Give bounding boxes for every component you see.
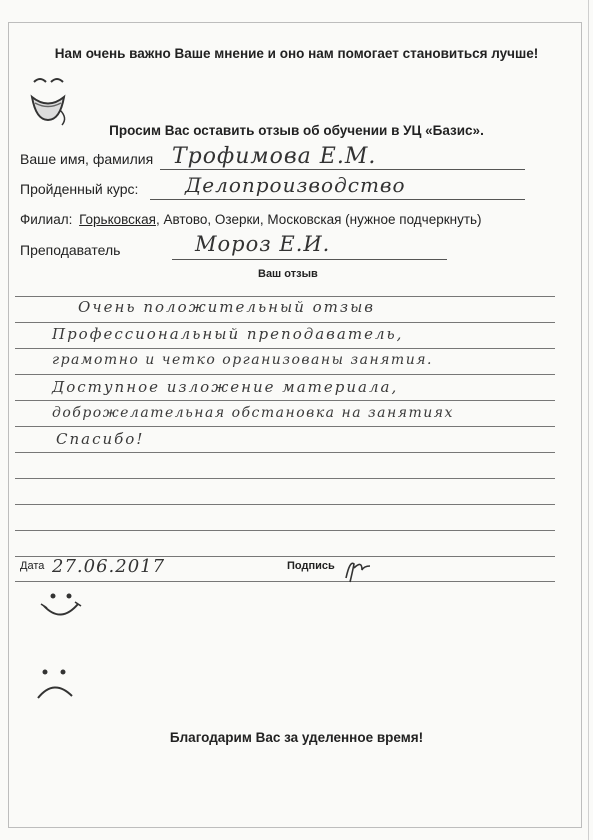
branch-row bbox=[20, 212, 482, 227]
course-label: Пройденный курс: bbox=[20, 181, 139, 197]
branch-options: , Автово, Озерки, Московская (нужное подчеркнуть) bbox=[155, 212, 482, 227]
course-value[interactable]: Делопроизводство bbox=[185, 173, 406, 197]
branch-label: Филиал: bbox=[20, 212, 73, 227]
review-line: Спасибо! bbox=[56, 430, 145, 448]
teacher-label: Преподаватель bbox=[20, 242, 121, 258]
form-header: Нам очень важно Ваше мнение и оно нам помогает становиться лучше! bbox=[54, 46, 539, 61]
name-value[interactable]: Трофимова Е.М. bbox=[172, 144, 377, 169]
date-label: Дата bbox=[20, 560, 45, 572]
name-label: Ваше имя, фамилия bbox=[20, 151, 154, 167]
review-line: доброжелательная обстановка на занятиях bbox=[52, 405, 454, 421]
date-value[interactable]: 27.06.2017 bbox=[52, 556, 166, 577]
date-rule bbox=[15, 581, 555, 582]
course-underline bbox=[150, 199, 525, 200]
happy-smiley-icon bbox=[38, 586, 84, 626]
review-rule bbox=[15, 530, 555, 531]
laughing-smiley-icon bbox=[24, 70, 72, 128]
form-border bbox=[8, 22, 582, 828]
signature-label: Подпись bbox=[287, 560, 335, 572]
review-line: Очень положительный отзыв bbox=[78, 298, 376, 316]
form-subheader: Просим Вас оставить отзыв об обучении в УЦ «Базис». bbox=[109, 123, 484, 138]
review-rule bbox=[15, 400, 555, 401]
name-underline bbox=[160, 169, 525, 170]
review-title: Ваш отзыв bbox=[258, 268, 318, 280]
teacher-value[interactable]: Мороз Е.И. bbox=[195, 232, 331, 256]
review-rule bbox=[15, 426, 555, 427]
signature-image bbox=[340, 556, 380, 586]
sad-smiley-icon bbox=[32, 664, 78, 704]
review-line: Профессиональный преподаватель, bbox=[52, 325, 404, 343]
review-rule bbox=[15, 348, 555, 349]
review-rule bbox=[15, 452, 555, 453]
review-rule bbox=[15, 478, 555, 479]
teacher-underline bbox=[172, 259, 447, 260]
thanks-text: Благодарим Вас за уделенное время! bbox=[169, 730, 424, 745]
review-line: грамотно и четко организованы занятия. bbox=[52, 352, 433, 368]
review-line: Доступное изложение материала, bbox=[52, 378, 399, 396]
review-rule bbox=[15, 504, 555, 505]
review-rule bbox=[15, 296, 555, 297]
review-rule bbox=[15, 322, 555, 323]
review-rule bbox=[15, 374, 555, 375]
branch-selected[interactable]: Горьковская bbox=[79, 212, 156, 227]
